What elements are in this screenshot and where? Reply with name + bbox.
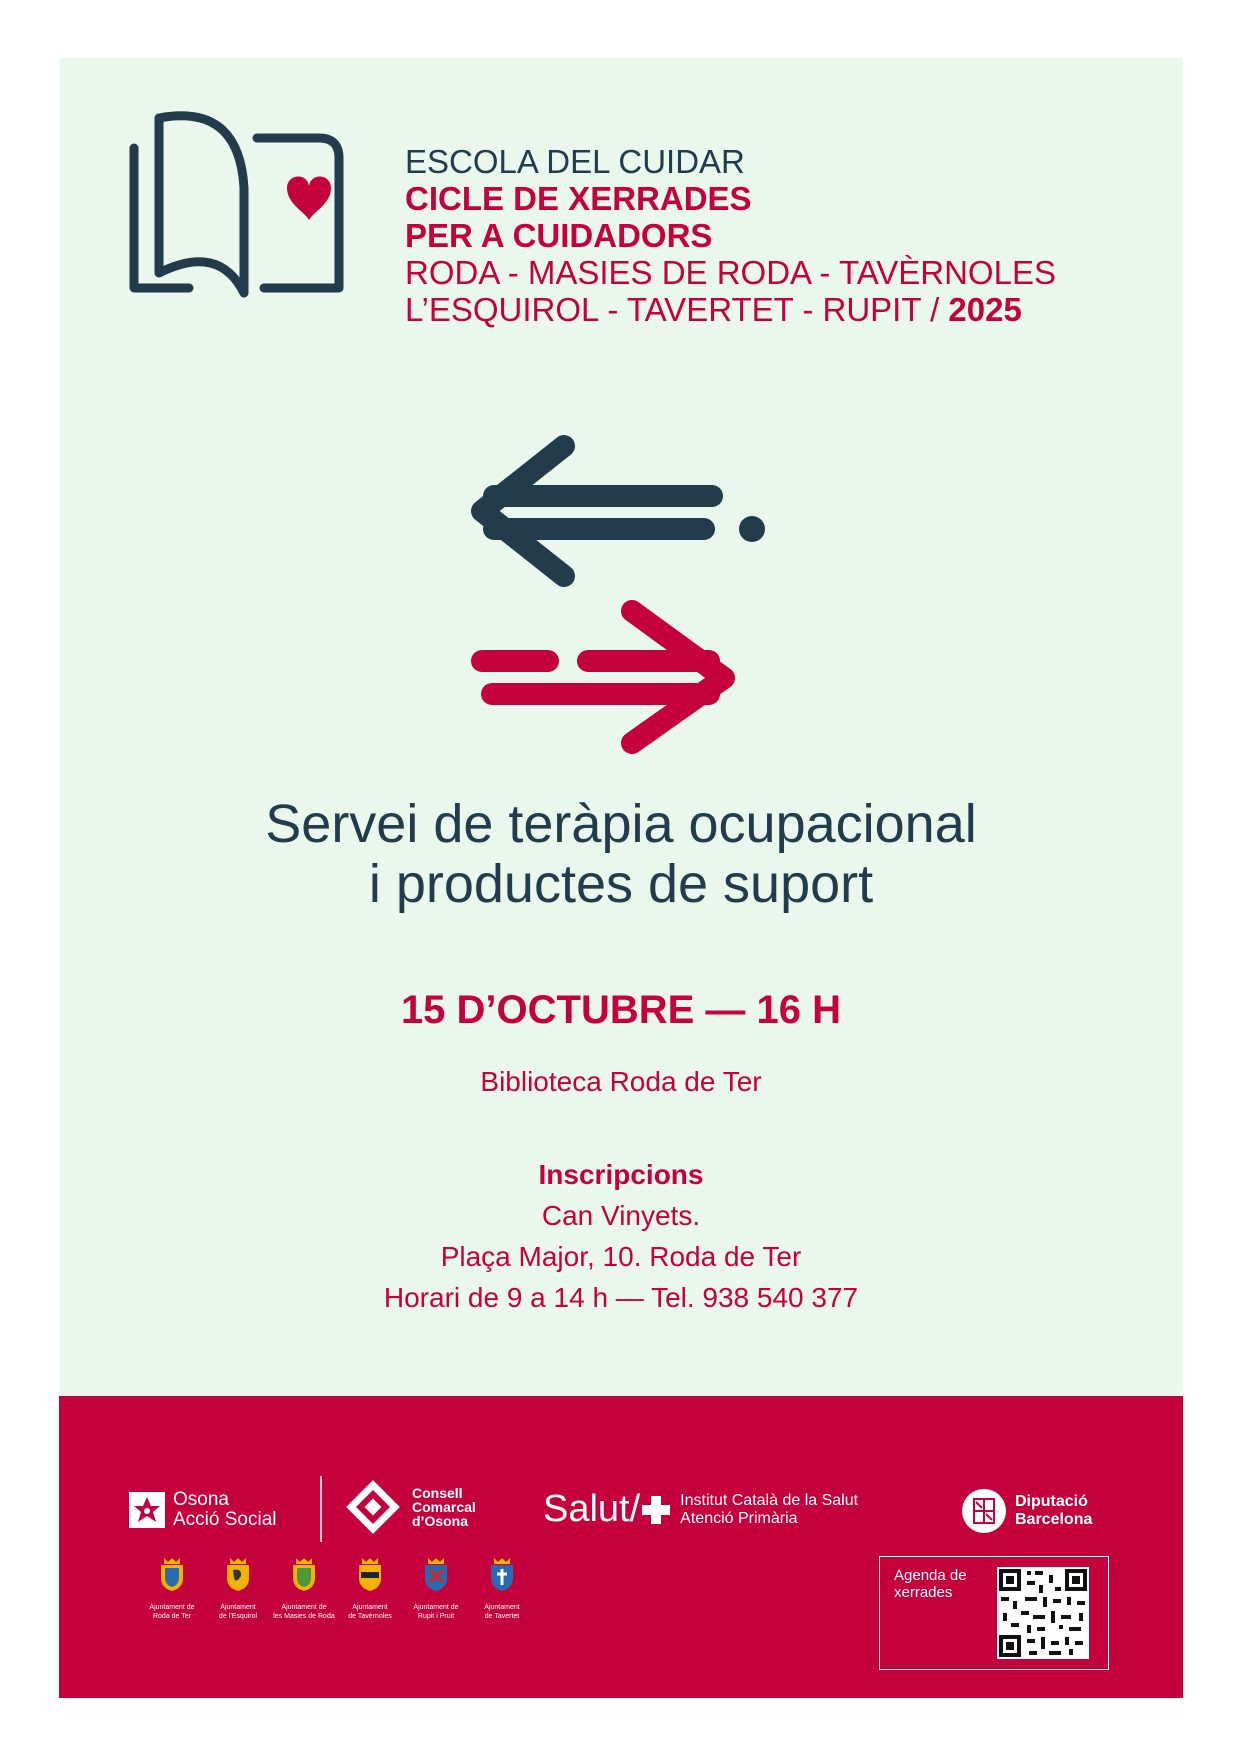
council-label-1: Ajuntament de <box>149 1604 195 1611</box>
header-line-4: RODA - MASIES DE RODA - TAVÈRNOLES <box>405 254 1056 291</box>
poster <box>59 58 1183 1698</box>
council-label-1: Ajuntament <box>484 1604 520 1611</box>
coat-of-arms-icon <box>488 1556 516 1592</box>
qr-label-line-1: Agenda de <box>894 1567 967 1584</box>
coat-of-arms-icon <box>290 1556 318 1592</box>
qr-label <box>894 1567 967 1601</box>
event-date: 15 D’OCTUBRE — 16 H <box>400 988 842 1032</box>
registration-line-1: Can Vinyets. <box>541 1200 701 1231</box>
header-year: 2025 <box>948 291 1022 328</box>
dipu-line-1: Diputació <box>1015 1493 1088 1510</box>
coat-of-arms-icon <box>224 1556 252 1592</box>
header-line-5: L’ESQUIROL - TAVERTET - RUPIT / 2025 <box>405 291 1022 328</box>
medical-cross-icon <box>640 1494 672 1526</box>
council-esquirol <box>205 1556 271 1621</box>
council-masies-de-roda <box>271 1556 337 1621</box>
registration-heading: Inscripcions <box>538 1159 704 1190</box>
event-venue: Biblioteca Roda de Ter <box>480 1066 762 1097</box>
diputacio-seal-icon <box>961 1488 1007 1534</box>
header-line-2: CICLE DE XERRADES <box>405 180 752 217</box>
cc-line-1: Consell <box>412 1485 463 1501</box>
consell-emblem-icon <box>344 1478 402 1536</box>
consell-comarcal-logo <box>344 1478 476 1536</box>
council-label-2: de Tavertet <box>484 1613 520 1620</box>
sponsor-divider <box>320 1476 322 1542</box>
council-rupit-i-pruit <box>403 1556 469 1621</box>
council-roda-de-ter <box>139 1556 205 1621</box>
council-label-2: Roda de Ter <box>152 1613 191 1620</box>
event-series-header <box>405 143 1056 328</box>
council-label-1: Ajuntament <box>220 1604 256 1611</box>
council-label-2: les Masies de Roda <box>273 1613 335 1620</box>
salut-wordmark: Salut/ <box>543 1488 641 1530</box>
osona-line-1: Osona <box>173 1489 229 1510</box>
council-label-2: Rupit i Pruit <box>417 1613 455 1620</box>
council-label-1: Ajuntament <box>352 1604 388 1611</box>
cc-line-2: Comarcal <box>412 1499 476 1515</box>
coat-of-arms-icon <box>356 1556 384 1592</box>
cc-line-3: d’Osona <box>412 1513 469 1529</box>
ics-line-1: Institut Català de la Salut <box>680 1491 859 1509</box>
registration-line-3: Horari de 9 a 14 h — Tel. 938 540 377 <box>383 1282 859 1313</box>
diputacio-barcelona-logo <box>961 1488 1092 1534</box>
talk-title-line-1: Servei de teràpia ocupacional <box>265 794 977 854</box>
council-label-2: de Tavèrnoles <box>348 1613 392 1620</box>
council-tavernoles <box>337 1556 403 1621</box>
talk-title-line-2: i productes de suport <box>368 854 874 914</box>
council-label-1: Ajuntament de <box>413 1604 459 1611</box>
header-line-3: PER A CUIDADORS <box>405 217 713 254</box>
osona-accio-social-logo <box>129 1490 277 1530</box>
sponsors-footer <box>59 1396 1183 1698</box>
qr-label-line-2: xerrades <box>894 1584 953 1601</box>
talk-title <box>59 794 1183 914</box>
dipu-line-2: Barcelona <box>1015 1511 1093 1528</box>
municipal-councils <box>139 1556 535 1621</box>
registration-line-2: Plaça Major, 10. Roda de Ter <box>440 1241 802 1272</box>
agenda-qr-box[interactable] <box>879 1556 1109 1670</box>
council-label-2: de l’Esquirol <box>218 1613 258 1620</box>
star-people-icon <box>129 1492 165 1528</box>
council-label-1: Ajuntament de <box>281 1604 327 1611</box>
council-tavertet <box>469 1556 535 1621</box>
header-line-1: ESCOLA DEL CUIDAR <box>405 143 745 180</box>
coat-of-arms-icon <box>422 1556 450 1592</box>
coat-of-arms-icon <box>158 1556 186 1592</box>
registration-info <box>59 1154 1183 1318</box>
qr-code-icon[interactable] <box>997 1567 1089 1659</box>
exchange-arrows-icon <box>464 428 794 768</box>
osona-line-2: Acció Social <box>173 1509 277 1530</box>
ics-line-2: Atenció Primària <box>680 1509 798 1527</box>
book-heart-icon <box>129 108 359 308</box>
salut-ics-logo <box>543 1488 858 1531</box>
